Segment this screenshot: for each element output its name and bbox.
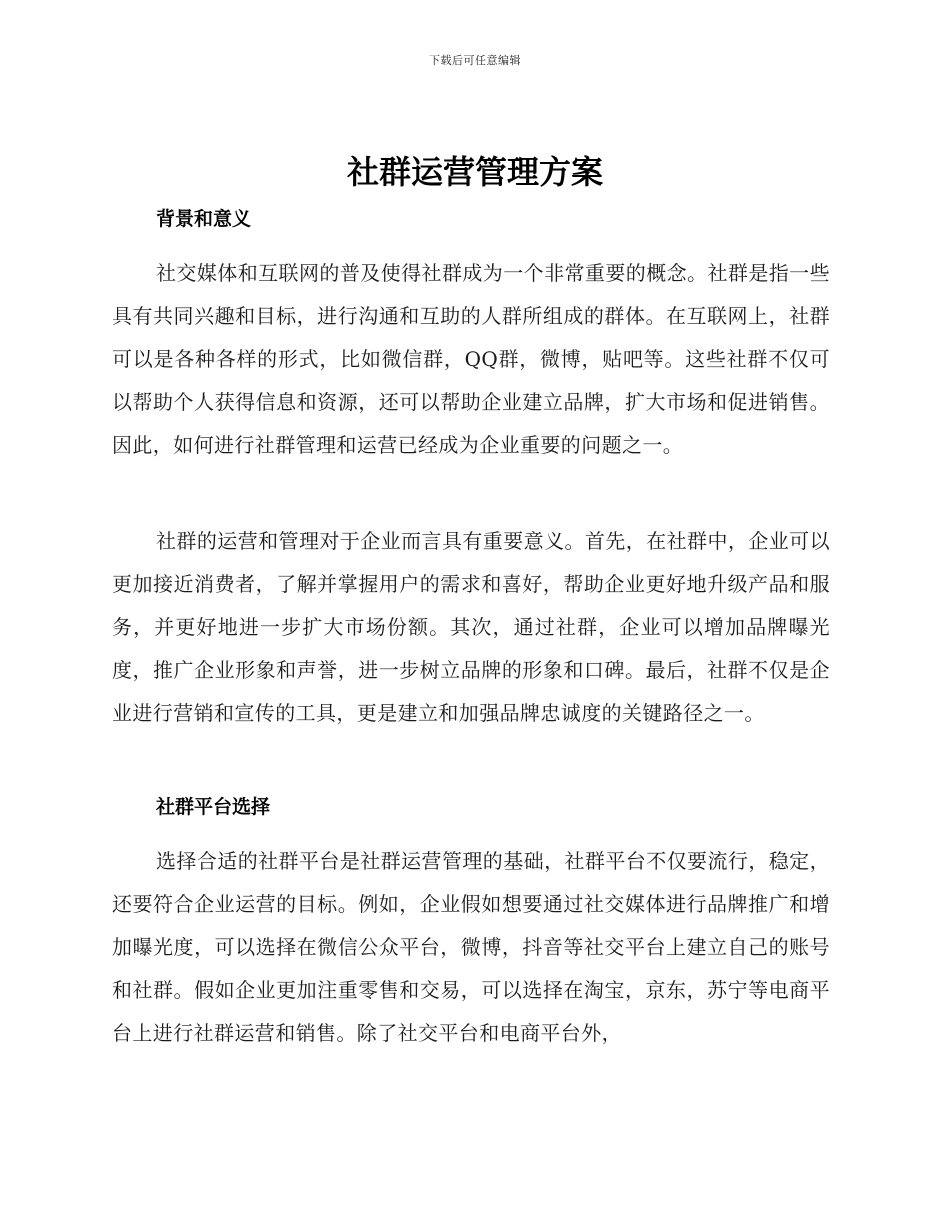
page-header-note: 下载后可任意编辑 (429, 54, 521, 67)
paragraph-background-1: 社交媒体和互联网的普及使得社群成为一个非常重要的概念。社群是指一些具有共同兴趣和目标，进行沟通和互助的人群所组成的群体。在互联网上，社群可以是各种各样的形式，比如微信群，QQ群，微博，贴吧等。这些社群不仅可以帮助个人获得信息和资源，还可以帮助企业建立品牌，扩大市场和促进销售。因此，如何进行社群管理和运营已经成为企业重要的问题之一。 (112, 261, 830, 457)
paragraph-platform-1: 选择合适的社群平台是社群运营管理的基础，社群平台不仅要流行，稳定，还要符合企业运营的目标。例如，企业假如想要通过社交媒体进行品牌推广和增加曝光度，可以选择在微信公众平台，微博，抖音等社交平台上建立自己的账号和社群。假如企业更加注重零售和交易，可以选择在淘宝，京东，苏宁等电商平台上进行社群运营和销售。除了社交平台和电商平台外， (112, 849, 830, 1045)
document-title: 社群运营管理方案 (346, 153, 603, 191)
section-heading-background: 背景和意义 (156, 208, 252, 230)
section-heading-platform: 社群平台选择 (156, 796, 271, 818)
paragraph-background-2: 社群的运营和管理对于企业而言具有重要意义。首先，在社群中，企业可以更加接近消费者，了解并掌握用户的需求和喜好，帮助企业更好地升级产品和服务，并更好地进一步扩大市场份额。其次，通过社群，企业可以增加品牌曝光度，推广企业形象和声誉，进一步树立品牌的形象和口碑。最后，社群不仅是企业进行营销和宣传的工具，更是建立和加强品牌忠诚度的关键路径之一。 (112, 529, 830, 725)
